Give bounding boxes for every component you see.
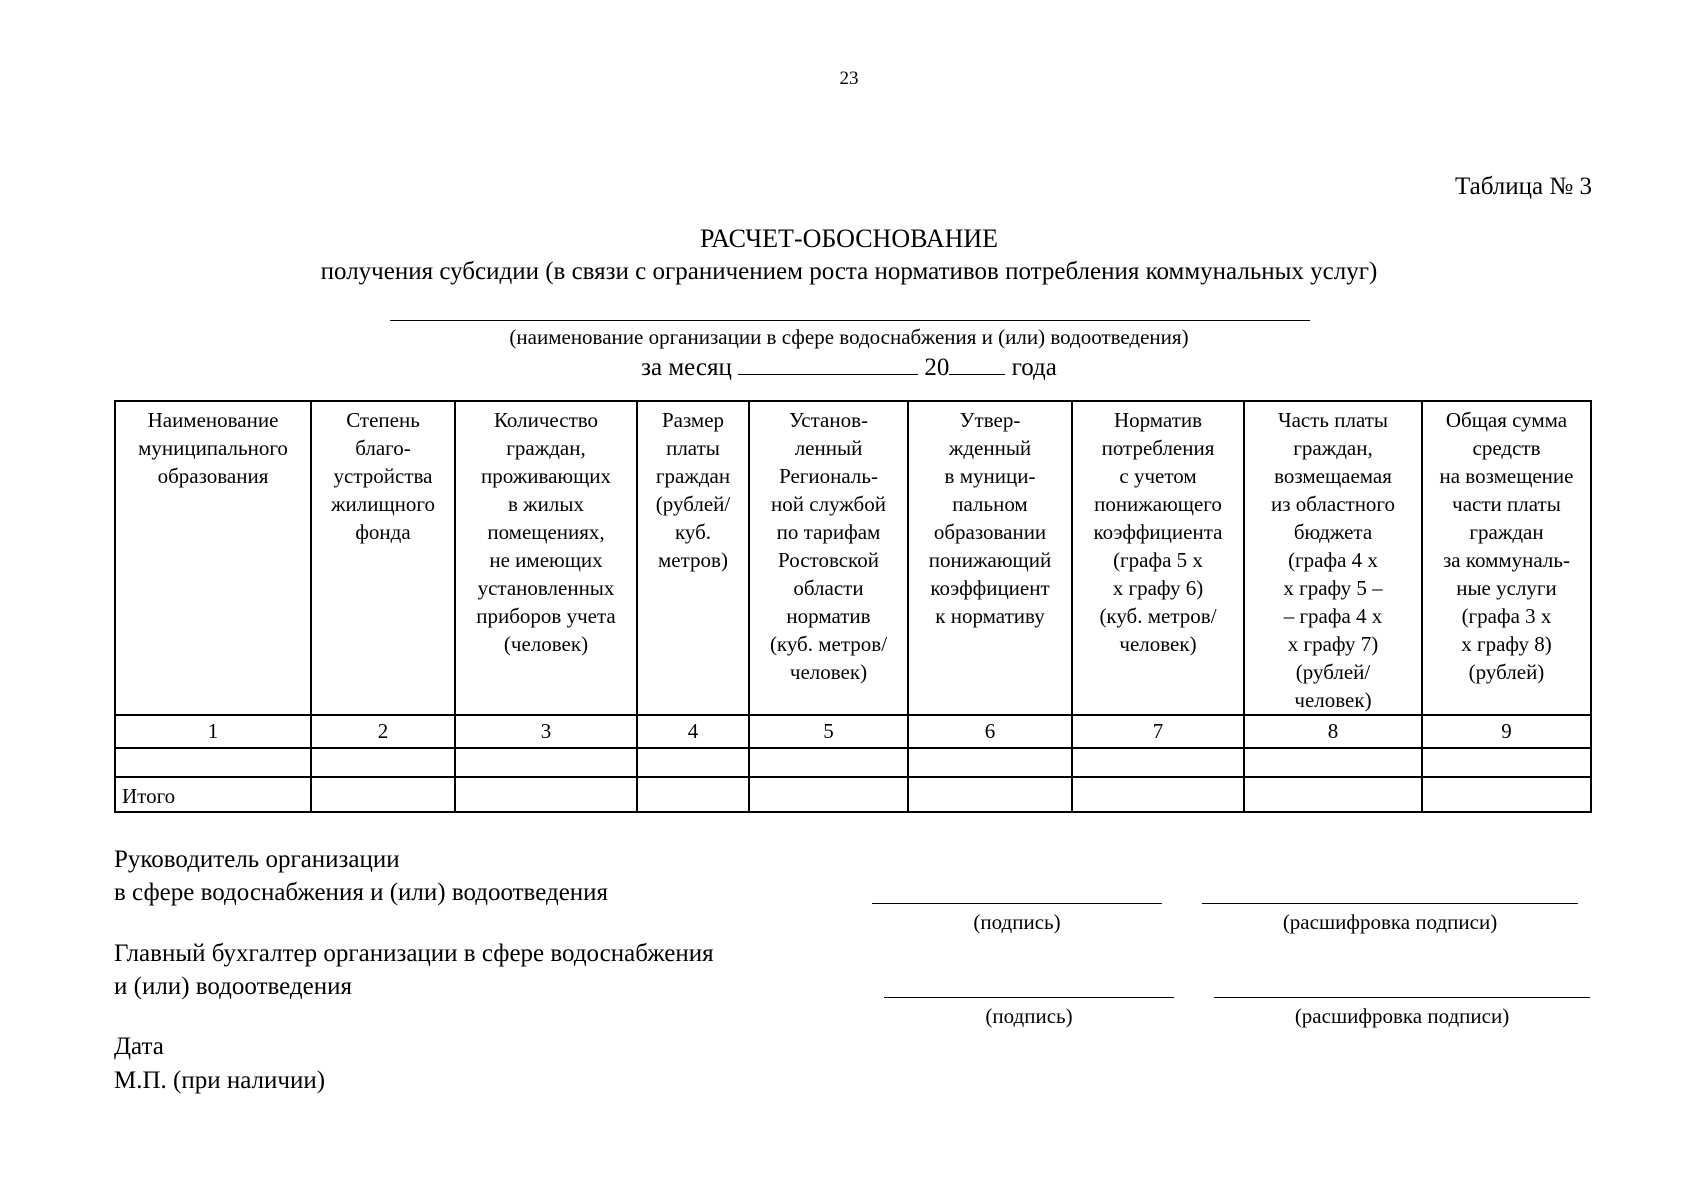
column-number: 5	[749, 715, 908, 748]
document-subtitle: получения субсидии (в связи с ограничением роста нормативов потребления коммунальных услуг)	[320, 258, 1378, 285]
table-cell	[908, 777, 1072, 812]
accountant-title-line2: и (или) водоотведения	[114, 973, 352, 1000]
organization-name-line	[390, 320, 1310, 321]
table-cell	[311, 777, 455, 812]
document-title: РАСЧЕТ-ОБОСНОВАНИЕ	[699, 224, 999, 253]
organization-caption: (наименование организации в сфере водоснабжения и (или) водоотведения)	[509, 325, 1189, 349]
table-cell	[311, 748, 455, 777]
table-cell	[749, 777, 908, 812]
column-number: 1	[115, 715, 311, 748]
column-number: 2	[311, 715, 455, 748]
table-cell	[908, 748, 1072, 777]
table-cell	[1422, 777, 1591, 812]
table-cell	[455, 777, 637, 812]
page-number: 23	[839, 68, 859, 89]
head-signature-caption: (подпись)	[973, 910, 1061, 934]
table-cell	[115, 748, 311, 777]
accountant-title-line1: Главный бухгалтер организации в сфере водоснабжения	[114, 940, 714, 967]
column-number-row	[115, 715, 1591, 748]
column-number: 7	[1072, 715, 1244, 748]
header-established-norm: Установ- ленный Региональ- ной службой по тарифам Ростовской области норматив (куб. метров/ человек)	[749, 401, 908, 715]
period-prefix: за месяц	[641, 354, 732, 381]
table-header-row	[115, 401, 1591, 715]
table-label: Таблица № 3	[1454, 173, 1592, 200]
table-cell	[637, 748, 749, 777]
accountant-decode-line	[1214, 997, 1590, 998]
period-suffix: года	[1011, 354, 1057, 381]
header-citizens-count: Количество граждан, проживающих в жилых помещениях, не имеющих установленных приборов учета (человек)	[455, 401, 637, 715]
year-prefix: 20	[924, 354, 950, 381]
table-cell	[637, 777, 749, 812]
column-number: 3	[455, 715, 637, 748]
date-label: Дата	[114, 1033, 164, 1060]
year-blank	[949, 352, 1005, 375]
subsidy-calculation-table	[114, 400, 1592, 813]
period-line	[0, 352, 1698, 382]
head-signature-line	[872, 903, 1162, 904]
total-row	[115, 777, 1591, 812]
table-cell	[1072, 777, 1244, 812]
accountant-decode-caption: (расшифровка подписи)	[1294, 1004, 1510, 1028]
head-decode-line	[1202, 903, 1578, 904]
accountant-signature-line	[884, 997, 1174, 998]
header-reducing-coefficient: Утвер- жденный в муници- пальном образовании понижающий коэффициент к нормативу	[908, 401, 1072, 715]
empty-data-row	[115, 748, 1591, 777]
column-number: 9	[1422, 715, 1591, 748]
stamp-label: М.П. (при наличии)	[114, 1067, 326, 1094]
column-number: 6	[908, 715, 1072, 748]
header-payment-size: Размер платы граждан (рублей/ куб. метров)	[637, 401, 749, 715]
table-cell	[455, 748, 637, 777]
header-municipality: Наименование муниципального образования	[115, 401, 311, 715]
total-label: Итого	[115, 777, 311, 812]
table-cell	[1422, 748, 1591, 777]
month-blank	[738, 352, 918, 375]
table-cell	[1244, 777, 1422, 812]
head-decode-caption: (расшифровка подписи)	[1282, 910, 1498, 934]
table-cell	[1072, 748, 1244, 777]
accountant-signature-caption: (подпись)	[985, 1004, 1073, 1028]
header-consumption-norm: Норматив потребления с учетом понижающего коэффициента (графа 5 х х графу 6) (куб. метров/ человек)	[1072, 401, 1244, 715]
header-reimbursed-part: Часть платы граждан, возмещаемая из областного бюджета (графа 4 х х графу 5 – – графа 4 х х графу 7) (рублей/ человек)	[1244, 401, 1422, 715]
header-total-sum: Общая сумма средств на возмещение части платы граждан за коммуналь- ные услуги (графа 3 х х графу 8) (рублей)	[1422, 401, 1591, 715]
table-cell	[1244, 748, 1422, 777]
table-cell	[749, 748, 908, 777]
column-number: 8	[1244, 715, 1422, 748]
head-title-line1: Руководитель организации	[114, 846, 400, 873]
header-housing-improvement: Степень благо- устройства жилищного фонда	[311, 401, 455, 715]
column-number: 4	[637, 715, 749, 748]
head-title-line2: в сфере водоснабжения и (или) водоотведения	[114, 879, 609, 906]
